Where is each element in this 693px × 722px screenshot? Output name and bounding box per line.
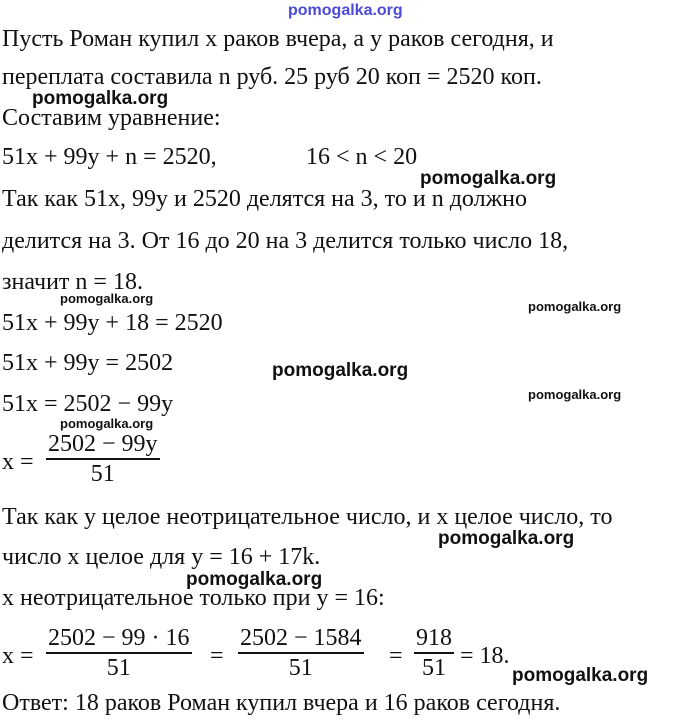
text-line: Составим уравнение: [2,105,221,131]
text-line: Так как 51x, 99y и 2520 делятся на 3, то и n должно [2,186,527,212]
watermark: pomogalka.org [528,387,622,402]
equation: 51x + 99y + n = 2520, [2,144,217,170]
equation: 51x = 2502 − 99y [2,391,174,417]
watermark: pomogalka.org [60,416,154,431]
text-line: x неотрицательное только при y = 16: [2,585,385,611]
numerator: 2502 − 99y [48,431,158,457]
equation: 51x + 99y + 18 = 2520 [2,310,223,336]
denominator: 51 [106,655,131,681]
inequality: 16 < n < 20 [306,144,418,170]
watermark-top: pomogalka.org [288,2,403,19]
numerator: 2502 − 99 · 16 [48,625,190,651]
equation: 51x + 99y = 2502 [2,350,174,376]
watermark: pomogalka.org [272,360,409,381]
text-line: Так как y целое неотрицательное число, и x целое число, то [2,504,613,530]
watermark: pomogalka.org [528,299,622,314]
fraction [414,624,454,682]
text-line: Пусть Роман купил x раков вчера, а y раков сегодня, и [2,26,554,52]
numerator: 2502 − 1584 [240,625,362,651]
fraction [46,624,192,682]
fraction-lhs: x = [2,449,34,475]
equals-sign: = [210,643,224,669]
equals-sign: = [389,643,403,669]
fraction [238,624,364,682]
text-line: переплата составила n руб. 25 руб 20 коп = 2520 коп. [2,64,542,90]
denominator: 51 [90,461,115,487]
answer-line: Ответ: 18 раков Роман купил вчера и 16 раков сегодня. [2,690,561,716]
watermark: pomogalka.org [420,168,557,189]
fraction-lhs: x = [2,643,34,669]
watermark: pomogalka.org [60,291,154,306]
fraction [46,430,160,488]
text-line: делится на 3. От 16 до 20 на 3 делится только число 18, [2,228,569,254]
watermark: pomogalka.org [512,665,649,686]
numerator: 918 [416,625,452,651]
text-line: число x целое для y = 16 + 17k. [2,544,321,570]
denominator: 51 [422,655,446,681]
text-line: значит n = 18. [2,269,143,295]
watermark: pomogalka.org [438,528,575,549]
watermark: pomogalka.org [186,569,323,590]
watermark: pomogalka.org [32,88,169,109]
denominator: 51 [288,655,313,681]
result: = 18. [460,643,510,669]
